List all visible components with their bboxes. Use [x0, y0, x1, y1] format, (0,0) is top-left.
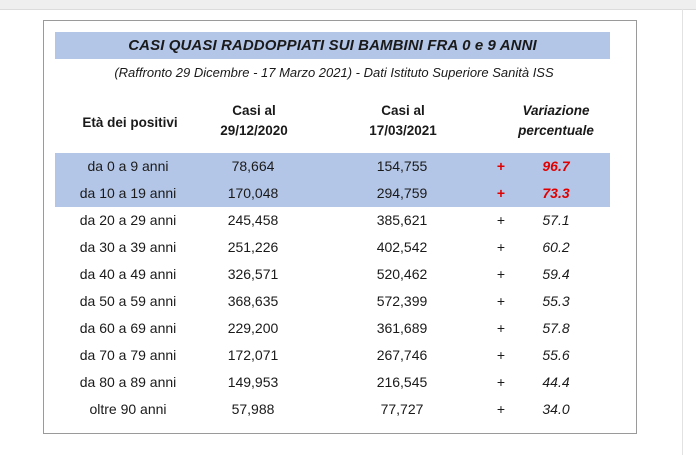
cases-2021-cell: 154,755 [376, 158, 428, 174]
header-date2-line2: 17/03/2021 [369, 123, 437, 138]
top-band [0, 0, 696, 10]
header-variation-line2: percentuale [518, 123, 594, 138]
age-cell: da 30 a 39 anni [79, 239, 177, 255]
cases-2020-cell: 229,200 [227, 320, 279, 336]
page-edge [682, 9, 683, 455]
variation-cell: 44.4 [542, 374, 570, 390]
variation-cell: 55.6 [542, 347, 570, 363]
variation-cell: 55.3 [542, 293, 570, 309]
cases-2021-cell: 572,399 [376, 293, 428, 309]
variation-cell: 60.2 [542, 239, 570, 255]
table-row [55, 153, 610, 180]
age-cell: oltre 90 anni [89, 401, 167, 417]
cases-2020-cell: 57,988 [231, 401, 275, 417]
age-cell: da 50 a 59 anni [79, 293, 177, 309]
cases-2021-cell: 361,689 [376, 320, 428, 336]
header-date1-line2: 29/12/2020 [220, 123, 288, 138]
header-date2-line1: Casi al [381, 103, 425, 118]
cases-2020-cell: 245,458 [227, 212, 279, 228]
age-cell: da 0 a 9 anni [87, 158, 169, 174]
cases-2021-cell: 77,727 [380, 401, 424, 417]
plus-sign: + [496, 401, 506, 417]
age-cell: da 10 a 19 anni [79, 185, 177, 201]
plus-sign: + [496, 347, 506, 363]
table-row [55, 234, 610, 261]
header-date2 [340, 101, 466, 141]
plus-sign: + [496, 374, 506, 390]
table-card [43, 20, 637, 434]
variation-cell: 34.0 [542, 401, 570, 417]
header-variation-line1: Variazione [522, 103, 590, 118]
variation-cell: 57.1 [542, 212, 570, 228]
table-title: CASI QUASI RADDOPPIATI SUI BAMBINI FRA 0 e 9 ANNI [55, 32, 610, 59]
table-row [55, 261, 610, 288]
variation-cell: 73.3 [542, 185, 570, 201]
table-row [55, 207, 610, 234]
age-cell: da 80 a 89 anni [79, 374, 177, 390]
table-row [55, 396, 610, 423]
table-row [55, 315, 610, 342]
cases-2021-cell: 216,545 [376, 374, 428, 390]
header-date1 [194, 101, 314, 141]
cases-2020-cell: 326,571 [227, 266, 279, 282]
table-subtitle: (Raffronto 29 Dicembre - 17 Marzo 2021) - Dati Istituto Superiore Sanità ISS [114, 65, 554, 80]
header-date1-line1: Casi al [232, 103, 276, 118]
plus-sign: + [496, 266, 506, 282]
cases-2021-cell: 294,759 [376, 185, 428, 201]
cases-2020-cell: 368,635 [227, 293, 279, 309]
cases-2020-cell: 78,664 [231, 158, 275, 174]
table-body [55, 153, 610, 423]
plus-sign: + [496, 320, 506, 336]
variation-cell: 96.7 [542, 158, 570, 174]
plus-sign: + [496, 293, 506, 309]
plus-sign: + [496, 185, 506, 201]
cases-2021-cell: 385,621 [376, 212, 428, 228]
age-cell: da 20 a 29 anni [79, 212, 177, 228]
age-cell: da 60 a 69 anni [79, 320, 177, 336]
plus-sign: + [496, 158, 506, 174]
header-age: Età dei positivi [82, 115, 178, 130]
table-row [55, 180, 610, 207]
cases-2020-cell: 149,953 [227, 374, 279, 390]
age-cell: da 40 a 49 anni [79, 266, 177, 282]
table-row [55, 342, 610, 369]
cases-2020-cell: 172,071 [227, 347, 279, 363]
cases-2021-cell: 520,462 [376, 266, 428, 282]
age-cell: da 70 a 79 anni [79, 347, 177, 363]
variation-cell: 59.4 [542, 266, 570, 282]
cases-2020-cell: 251,226 [227, 239, 279, 255]
variation-cell: 57.8 [542, 320, 570, 336]
cases-2021-cell: 402,542 [376, 239, 428, 255]
cases-2020-cell: 170,048 [227, 185, 279, 201]
cases-2021-cell: 267,746 [376, 347, 428, 363]
table-row [55, 369, 610, 396]
plus-sign: + [496, 239, 506, 255]
plus-sign: + [496, 212, 506, 228]
header-variation [504, 101, 608, 141]
table-row [55, 288, 610, 315]
